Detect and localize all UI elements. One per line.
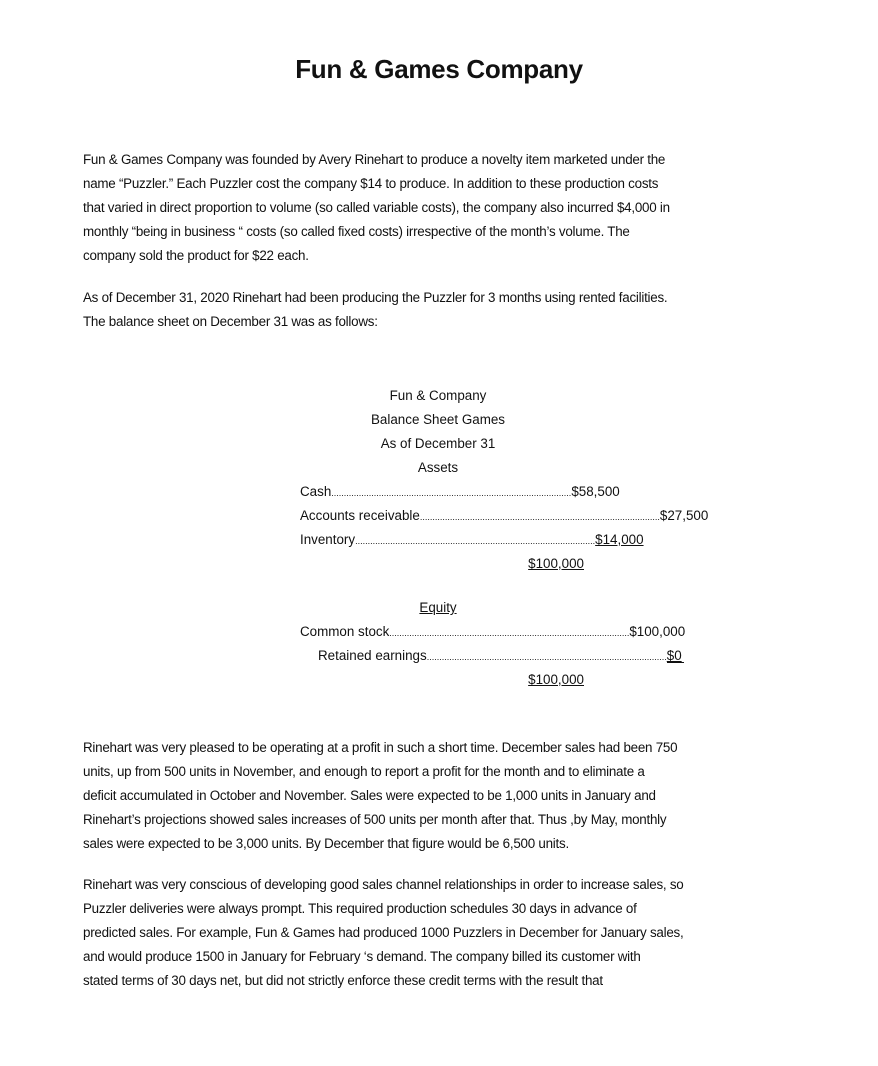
row-value: $27,500: [659, 508, 709, 523]
balance-sheet-date: As of December 31: [380, 436, 496, 451]
leader-dots: ................................................................................................: [426, 652, 667, 662]
row-label: Accounts receivable: [300, 508, 420, 523]
row-label: Retained earnings: [318, 648, 427, 663]
asset-row-receivable: [300, 504, 709, 528]
text-line: stated terms of 30 days net, but did not strictly enforce these credit terms with the result that: [83, 973, 603, 988]
equity-total: $100,000: [528, 672, 584, 687]
text-line: and would produce 1500 in January for February ‘s demand. The company billed its customer with: [83, 949, 641, 964]
text-line: name “Puzzler.” Each Puzzler cost the company $14 to produce. In addition to these production costs: [83, 176, 659, 191]
row-label: Common stock: [300, 624, 390, 639]
leader-dots: ................................................................................................: [419, 512, 660, 522]
assets-total: $100,000: [528, 556, 584, 571]
leader-dots: ................................................................................................: [331, 488, 572, 498]
text-line: that varied in direct proportion to volume (so called variable costs), the company also incurred $4,000 in: [83, 200, 670, 215]
paragraph-sales: [83, 736, 803, 856]
assets-heading: Assets: [417, 460, 459, 475]
text-line: deficit accumulated in October and November. Sales were expected to be 1,000 units in January and: [83, 788, 656, 803]
text-line: Rinehart was very pleased to be operating at a profit in such a short time. December sales had been 750: [83, 740, 678, 755]
paragraph-intro: [83, 148, 803, 268]
row-value: $0: [666, 648, 682, 663]
row-label: Inventory: [300, 532, 356, 547]
equity-row-common-stock: [300, 620, 686, 644]
balance-sheet-heading: Fun & Company: [389, 388, 487, 403]
equity-heading: Equity: [419, 600, 457, 615]
text-line: As of December 31, 2020 Rinehart had been producing the Puzzler for 3 months using rented facilities.: [83, 290, 668, 305]
asset-row-inventory: [300, 528, 644, 552]
text-line: sales were expected to be 3,000 units. By December that figure would be 6,500 units.: [83, 836, 569, 851]
equity-row-retained-earnings: [318, 644, 682, 668]
text-line: predicted sales. For example, Fun & Games had produced 1000 Puzzlers in December for January sales,: [83, 925, 684, 940]
leader-dots: ................................................................................................: [355, 536, 596, 546]
paragraph-production: [83, 873, 803, 993]
row-label: Cash: [300, 484, 332, 499]
text-line: Puzzler deliveries were always prompt. This required production schedules 30 days in advance of: [83, 901, 637, 916]
leader-dots: ................................................................................................: [389, 628, 630, 638]
text-line: units, up from 500 units in November, and enough to report a profit for the month and to eliminate a: [83, 764, 645, 779]
balance-sheet-heading: Balance Sheet Games: [371, 412, 505, 427]
row-value: $100,000: [629, 624, 686, 639]
asset-row-cash: [300, 480, 620, 504]
row-value: $14,000: [595, 532, 644, 547]
text-line: company sold the product for $22 each.: [83, 248, 309, 263]
text-line: Fun & Games Company was founded by Avery Rinehart to produce a novelty item marketed under the: [83, 152, 666, 167]
text-line: The balance sheet on December 31 was as follows:: [83, 314, 378, 329]
text-line: Rinehart’s projections showed sales increases of 500 units per month after that. Thus ,by May, monthly: [83, 812, 667, 827]
document-title: Fun & Games Company: [295, 54, 583, 84]
paragraph-balance-intro: [83, 286, 803, 334]
text-line: Rinehart was very conscious of developing good sales channel relationships in order to increase sales, so: [83, 877, 684, 892]
row-value: $58,500: [571, 484, 620, 499]
text-line: monthly “being in business “ costs (so called fixed costs) irrespective of the month’s volume. The: [83, 224, 630, 239]
